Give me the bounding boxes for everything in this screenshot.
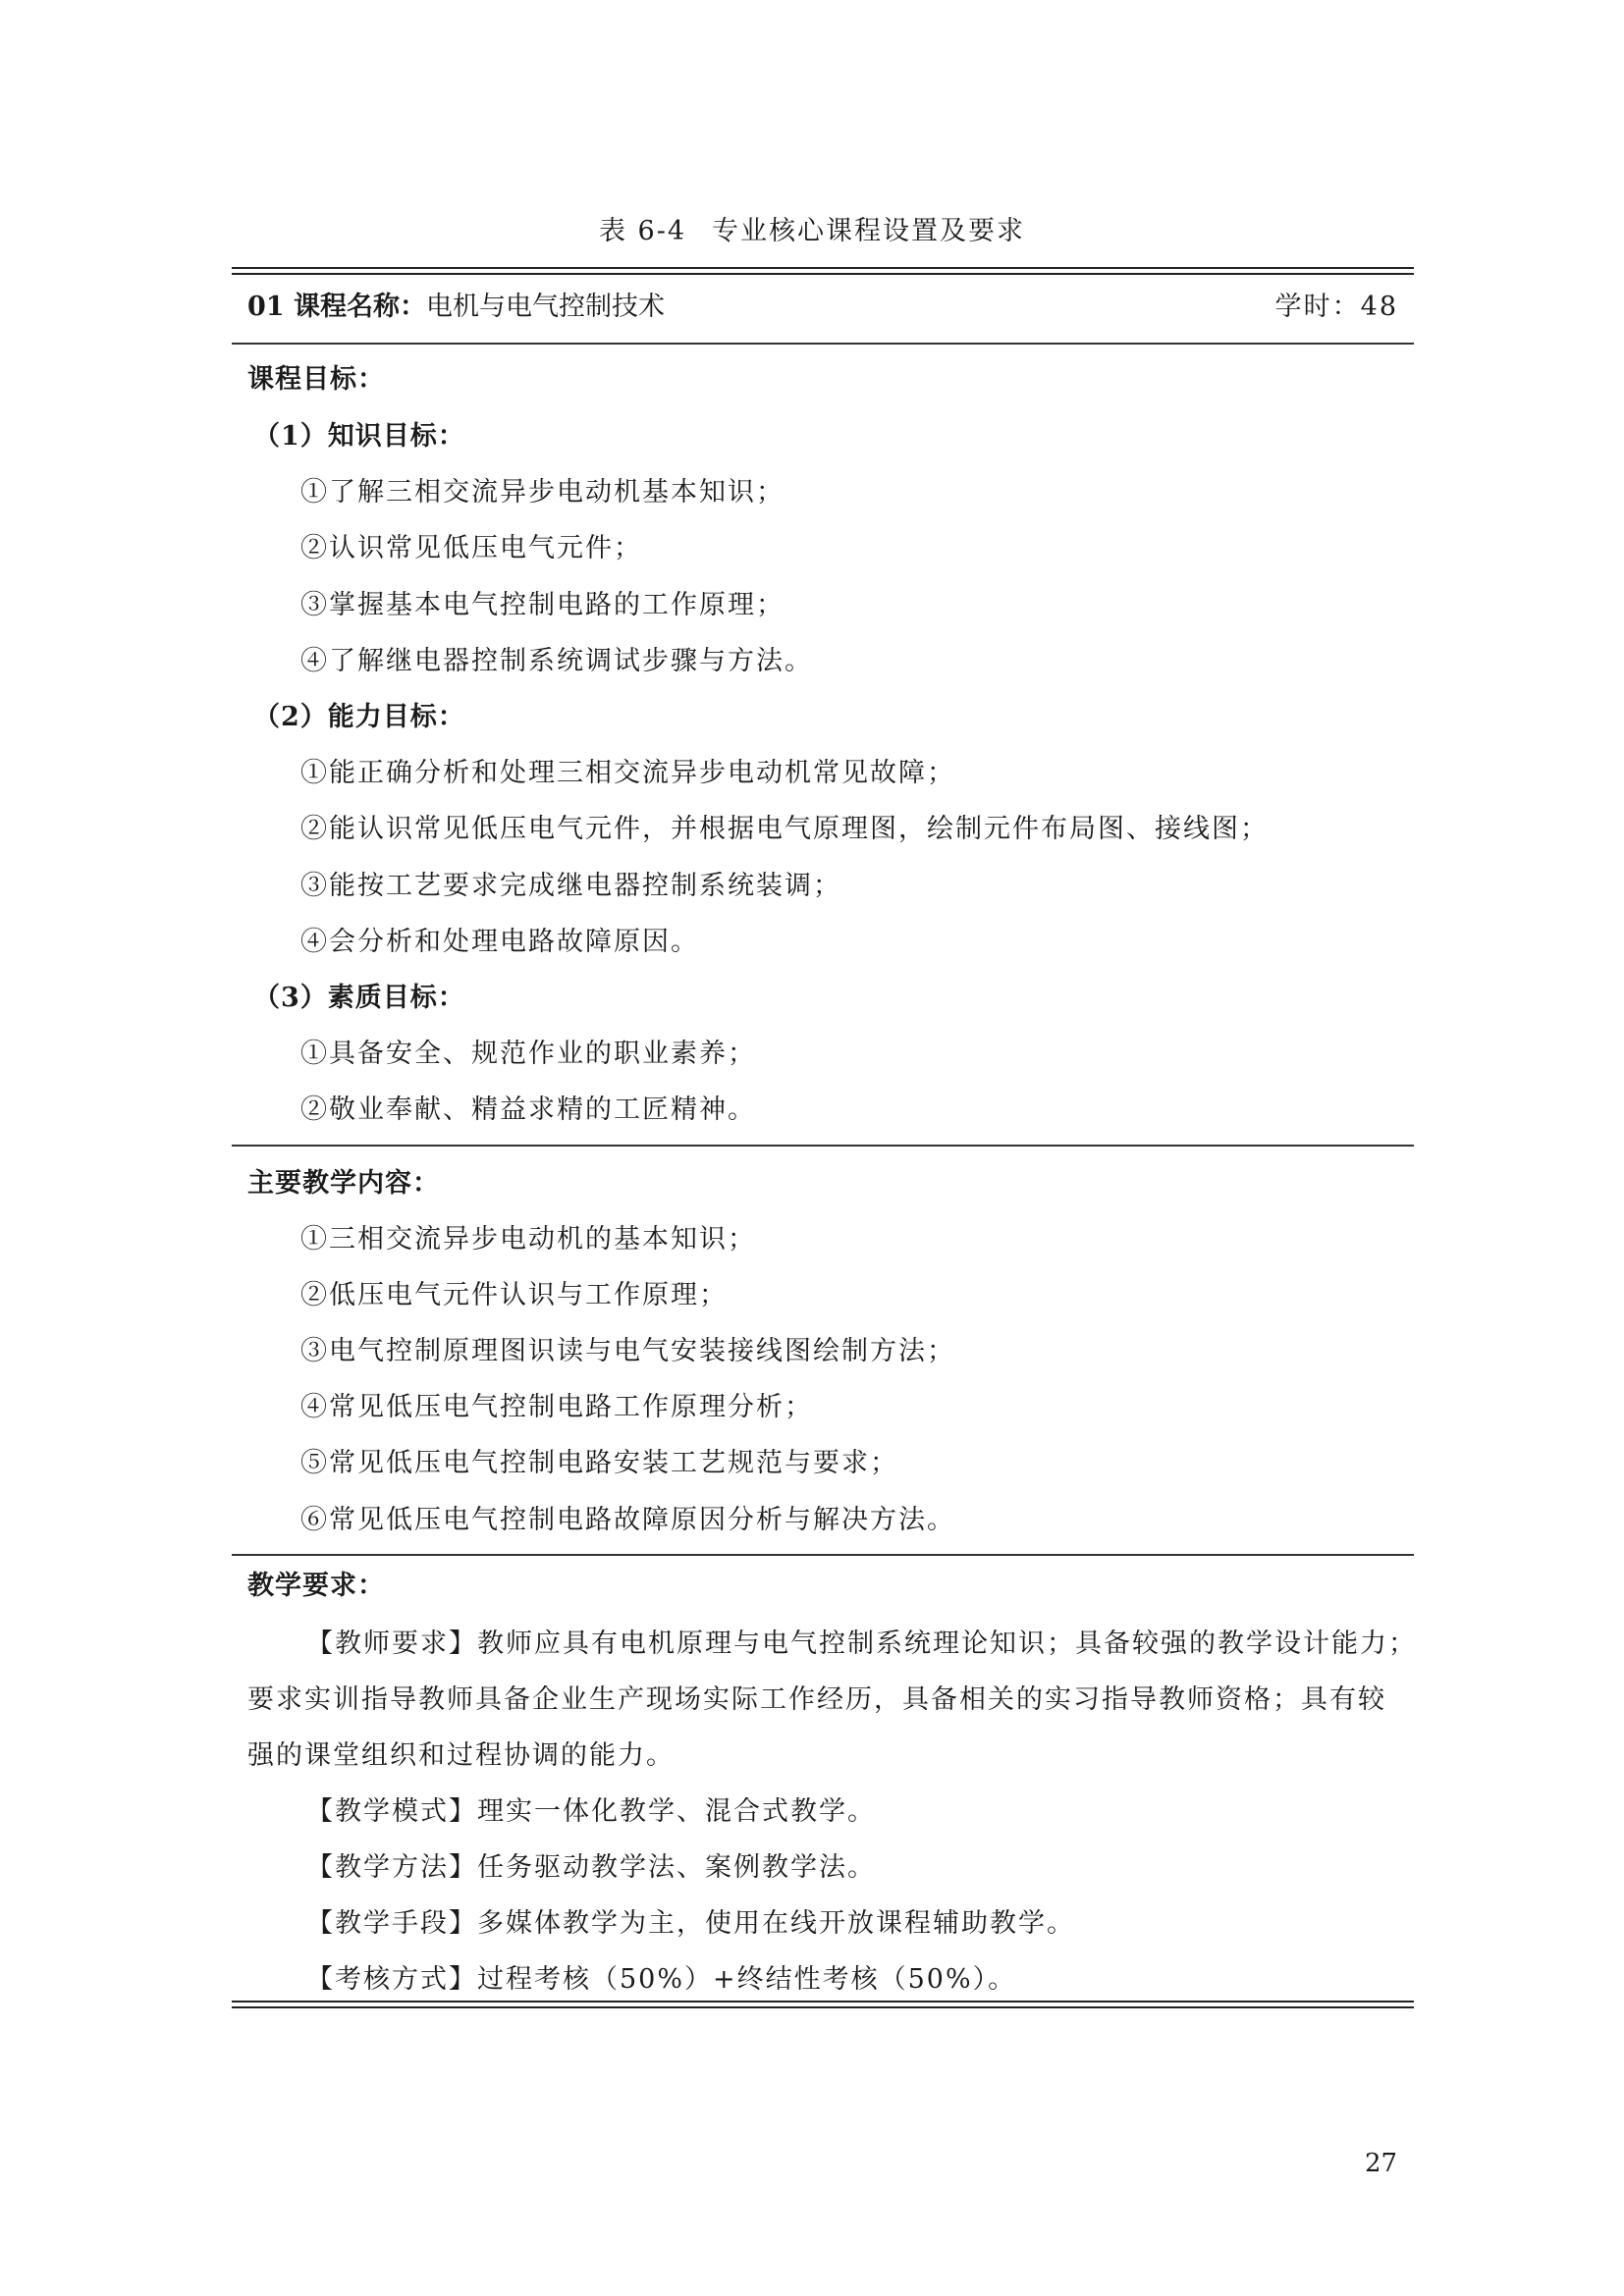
content-item: ①三相交流异步电动机的基本知识；	[300, 1224, 756, 1255]
teacher-requirement-line: 【教师要求】教师应具有电机原理与电气控制系统理论知识；具备较强的教学设计能力；	[306, 1629, 1417, 1659]
bottom-rule	[232, 2001, 1414, 2002]
teaching-method: 【教学方法】任务驱动教学法、案例教学法。	[306, 1852, 876, 1883]
row-divider	[232, 343, 1414, 345]
knowledge-item: ③掌握基本电气控制电路的工作原理；	[300, 590, 785, 620]
course-name-label: 01 课程名称：	[247, 292, 426, 322]
teaching-mode: 【教学模式】理实一体化教学、混合式教学。	[306, 1796, 876, 1827]
quality-item: ①具备安全、规范作业的职业素养；	[300, 1039, 756, 1069]
knowledge-item: ④了解继电器控制系统调试步骤与方法。	[300, 646, 813, 676]
knowledge-title: （1）知识目标：	[253, 421, 465, 452]
assessment-method: 【考核方式】过程考核（50%）+终结性考核（50%）。	[306, 1964, 1017, 1995]
content-item: ③电气控制原理图识读与电气安装接线图绘制方法；	[300, 1336, 955, 1366]
ability-item: ②能认识常见低压电气元件，并根据电气原理图，绘制元件布局图、接线图；	[300, 814, 1269, 844]
ability-item: ③能按工艺要求完成继电器控制系统装调；	[300, 871, 841, 901]
teaching-means: 【教学手段】多媒体教学为主，使用在线开放课程辅助教学。	[306, 1908, 1075, 1939]
top-rule-inner	[232, 273, 1414, 275]
course-name: 电机与电气控制技术	[425, 292, 665, 322]
top-rule	[232, 267, 1414, 269]
content-item: ④常见低压电气控制电路工作原理分析；	[300, 1392, 813, 1422]
row-divider	[232, 1554, 1414, 1556]
knowledge-item: ①了解三相交流异步电动机基本知识；	[300, 477, 785, 507]
quality-title: （3）素质目标：	[253, 983, 465, 1013]
ability-item: ④会分析和处理电路故障原因。	[300, 927, 699, 957]
table-title: 专业核心课程设置及要求	[712, 216, 1026, 246]
ability-title: （2）能力目标：	[253, 702, 465, 732]
teacher-requirement-line: 强的课堂组织和过程协调的能力。	[247, 1740, 675, 1771]
table-caption	[0, 210, 1624, 253]
content-item: ⑥常见低压电气控制电路故障原因分析与解决方法。	[300, 1505, 955, 1535]
content-item: ⑤常见低压电气控制电路安装工艺规范与要求；	[300, 1448, 898, 1478]
teacher-requirement-line: 要求实训指导教师具备企业生产现场实际工作经历，具备相关的实习指导教师资格；具有较	[247, 1684, 1386, 1715]
page-number: 27	[1365, 2149, 1398, 2178]
course-title-row	[247, 285, 1398, 330]
course-hours: 学时：48	[1274, 292, 1398, 322]
knowledge-item: ②认识常见低压电气元件；	[300, 533, 642, 563]
row-divider	[232, 1145, 1414, 1147]
content-item: ②低压电气元件认识与工作原理；	[300, 1280, 728, 1310]
bottom-rule-inner	[232, 2006, 1414, 2008]
ability-item: ①能正确分析和处理三相交流异步电动机常见故障；	[300, 758, 955, 788]
objectives-heading: 课程目标：	[247, 364, 385, 395]
table-number: 表 6-4	[598, 216, 687, 246]
requirements-heading: 教学要求：	[247, 1571, 385, 1601]
content-heading: 主要教学内容：	[247, 1168, 440, 1199]
quality-item: ②敬业奉献、精益求精的工匠精神。	[300, 1095, 756, 1125]
